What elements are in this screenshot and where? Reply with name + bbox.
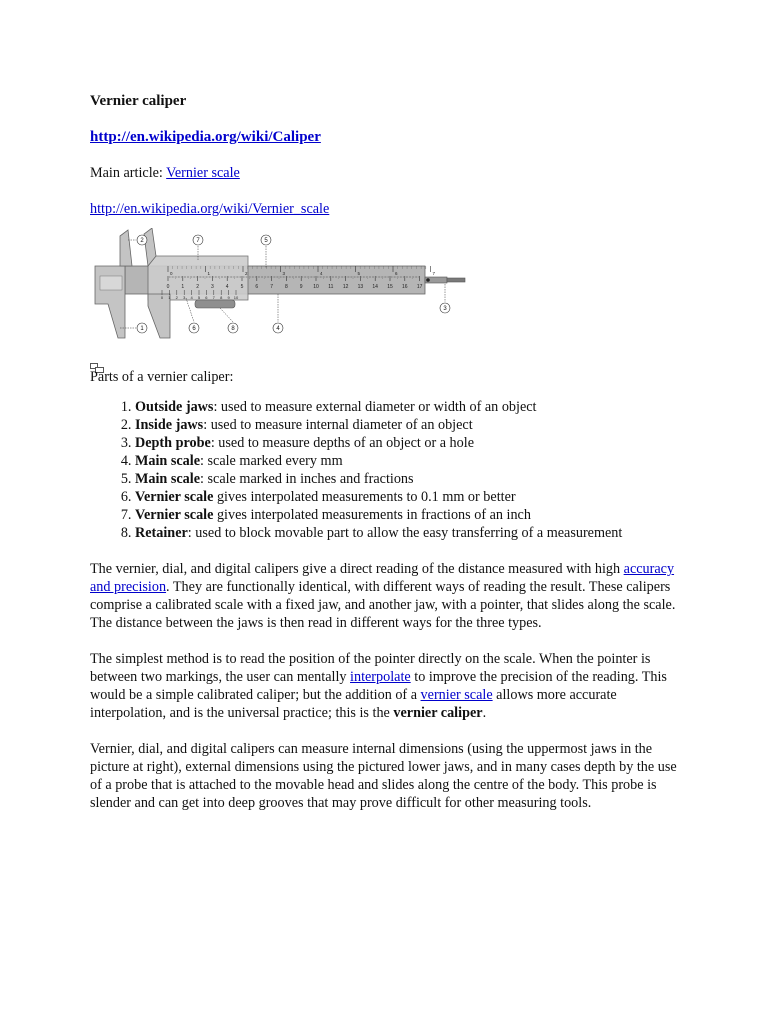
vernier-tick-label: 5 [197, 295, 201, 300]
mm-tick-label: 5 [240, 284, 244, 290]
document-page [90, 92, 690, 812]
mm-tick-label: 1 [181, 284, 185, 290]
mm-tick-label: 16 [402, 284, 408, 290]
vernier-tick-label: 6 [205, 295, 208, 300]
callout-leader [220, 308, 233, 322]
callout-number: 8 [231, 326, 235, 333]
callout-number: 1 [140, 326, 144, 333]
vernier-tick-label: 0 [160, 295, 164, 300]
mm-tick-label: 7 [270, 284, 273, 290]
paragraph-2: The simplest method is to read the position of the pointer directly on the scale. When the pointer is between two markings, the user can mentally interpolate to improve the precision of the reading. This would be a simple calibrated caliper; but the addition of a vernier scale allows more accurate interpolation, and is the universal practice; this is the vernier caliper. [90, 651, 667, 721]
paragraph-1: The vernier, dial, and digital calipers give a direct reading of the distance measured with high accuracy and precision. They are functionally identical, with different ways of reading the result. These calipers comprise a calibrated scale with a fixed jaw, and another jaw, with a pointer, that slides along the scale. The distance between the jaws is then read in different ways for the three types. [90, 561, 676, 631]
callout-number: 4 [276, 326, 280, 333]
inch-tick-label: 2 [245, 271, 248, 276]
mm-tick-label: 14 [372, 284, 378, 290]
inch-tick-label: 0 [170, 271, 173, 276]
page-title: Vernier caliper [90, 93, 187, 109]
vernier-tick-label: 2 [175, 295, 178, 300]
main-article-line [90, 164, 690, 182]
vernier-scale-link[interactable]: Vernier scale [166, 165, 240, 181]
inch-tick-label: 6 [395, 271, 398, 276]
vernier-tick-label: 8 [220, 295, 223, 300]
vernier-tick-label: 10 [233, 295, 239, 300]
mm-tick-label: 17 [416, 284, 423, 290]
callout-number: 6 [192, 326, 196, 333]
vernier-tick-label: 3 [183, 295, 186, 300]
list-item: 8. Retainer: used to block movable part to allow the easy transferring of a measurement [135, 524, 690, 542]
callout-leader [186, 298, 194, 322]
inch-tick-label: 7 [432, 271, 436, 276]
mm-tick-label: 9 [299, 284, 303, 290]
inch-tick-label: 1 [207, 271, 211, 276]
inch-tick-label: 3 [282, 271, 286, 276]
accuracy-precision-link[interactable]: accuracy and precision [90, 561, 675, 595]
vernier-tick-label: 7 [212, 295, 215, 300]
list-item: 6. Vernier scale gives interpolated measurements to 0.1 mm or better [135, 488, 690, 506]
callout-number: 2 [140, 238, 144, 245]
callout-number: 7 [196, 238, 200, 245]
list-item: 3. Depth probe: used to measure depths of an object or a hole [135, 434, 690, 452]
list-item: 4. Main scale: scale marked every mm [135, 452, 690, 470]
mm-tick-label: 15 [387, 284, 393, 290]
mm-tick-label: 0 [166, 284, 170, 290]
mm-tick-label: 8 [285, 284, 288, 290]
inch-tick-label: 5 [357, 271, 361, 276]
mm-tick-label: 11 [328, 284, 334, 290]
list-item: 2. Inside jaws: used to measure internal diameter of an object [135, 416, 690, 434]
vernier-scale-inline-link[interactable]: vernier scale [420, 687, 493, 703]
inch-tick-label: 4 [320, 271, 323, 276]
parts-list [90, 398, 690, 542]
parts-caption: Parts of a vernier caliper: [90, 369, 234, 385]
mm-tick-label: 12 [342, 284, 349, 290]
mm-tick-label: 2 [196, 284, 199, 290]
paragraph-3: Vernier, dial, and digital calipers can measure internal dimensions (using the uppermost jaws in the picture at right), external dimensions using the pictured lower jaws, and in many cases depth by the use of a probe that is attached to the movable head and slides along the centre of the body. This probe is slender and can get into deep grooves that may prove difficult for other measuring tools. [90, 741, 677, 811]
mm-tick-label: 3 [211, 284, 214, 290]
vernier-tick-label: 1 [168, 295, 171, 300]
mm-tick-label: 4 [225, 284, 229, 290]
list-item: 1. Outside jaws: used to measure external diameter or width of an object [135, 398, 690, 416]
caliper-illustration [90, 228, 470, 348]
vernier-tick-label: 4 [190, 295, 193, 300]
mm-tick-label: 13 [357, 284, 364, 290]
caliper-diagram [90, 228, 470, 348]
mm-tick-label: 6 [255, 284, 259, 290]
vernier-wiki-link[interactable]: http://en.wikipedia.org/wiki/Vernier_scale [90, 201, 330, 217]
callout-number: 3 [443, 306, 447, 313]
interpolate-link[interactable]: interpolate [350, 669, 411, 685]
main-article-prefix: Main article: [90, 165, 167, 181]
list-item: 7. Vernier scale gives interpolated measurements in fractions of an inch [135, 506, 690, 524]
vernier-url-line [90, 200, 690, 218]
callout-number: 5 [264, 238, 268, 245]
caliper-wiki-link[interactable]: http://en.wikipedia.org/wiki/Caliper [90, 129, 321, 145]
mm-tick-label: 10 [313, 284, 319, 290]
vernier-tick-label: 9 [227, 295, 230, 300]
list-item: 5. Main scale: scale marked in inches and fractions [135, 470, 690, 488]
caliper-link-line [90, 128, 690, 146]
